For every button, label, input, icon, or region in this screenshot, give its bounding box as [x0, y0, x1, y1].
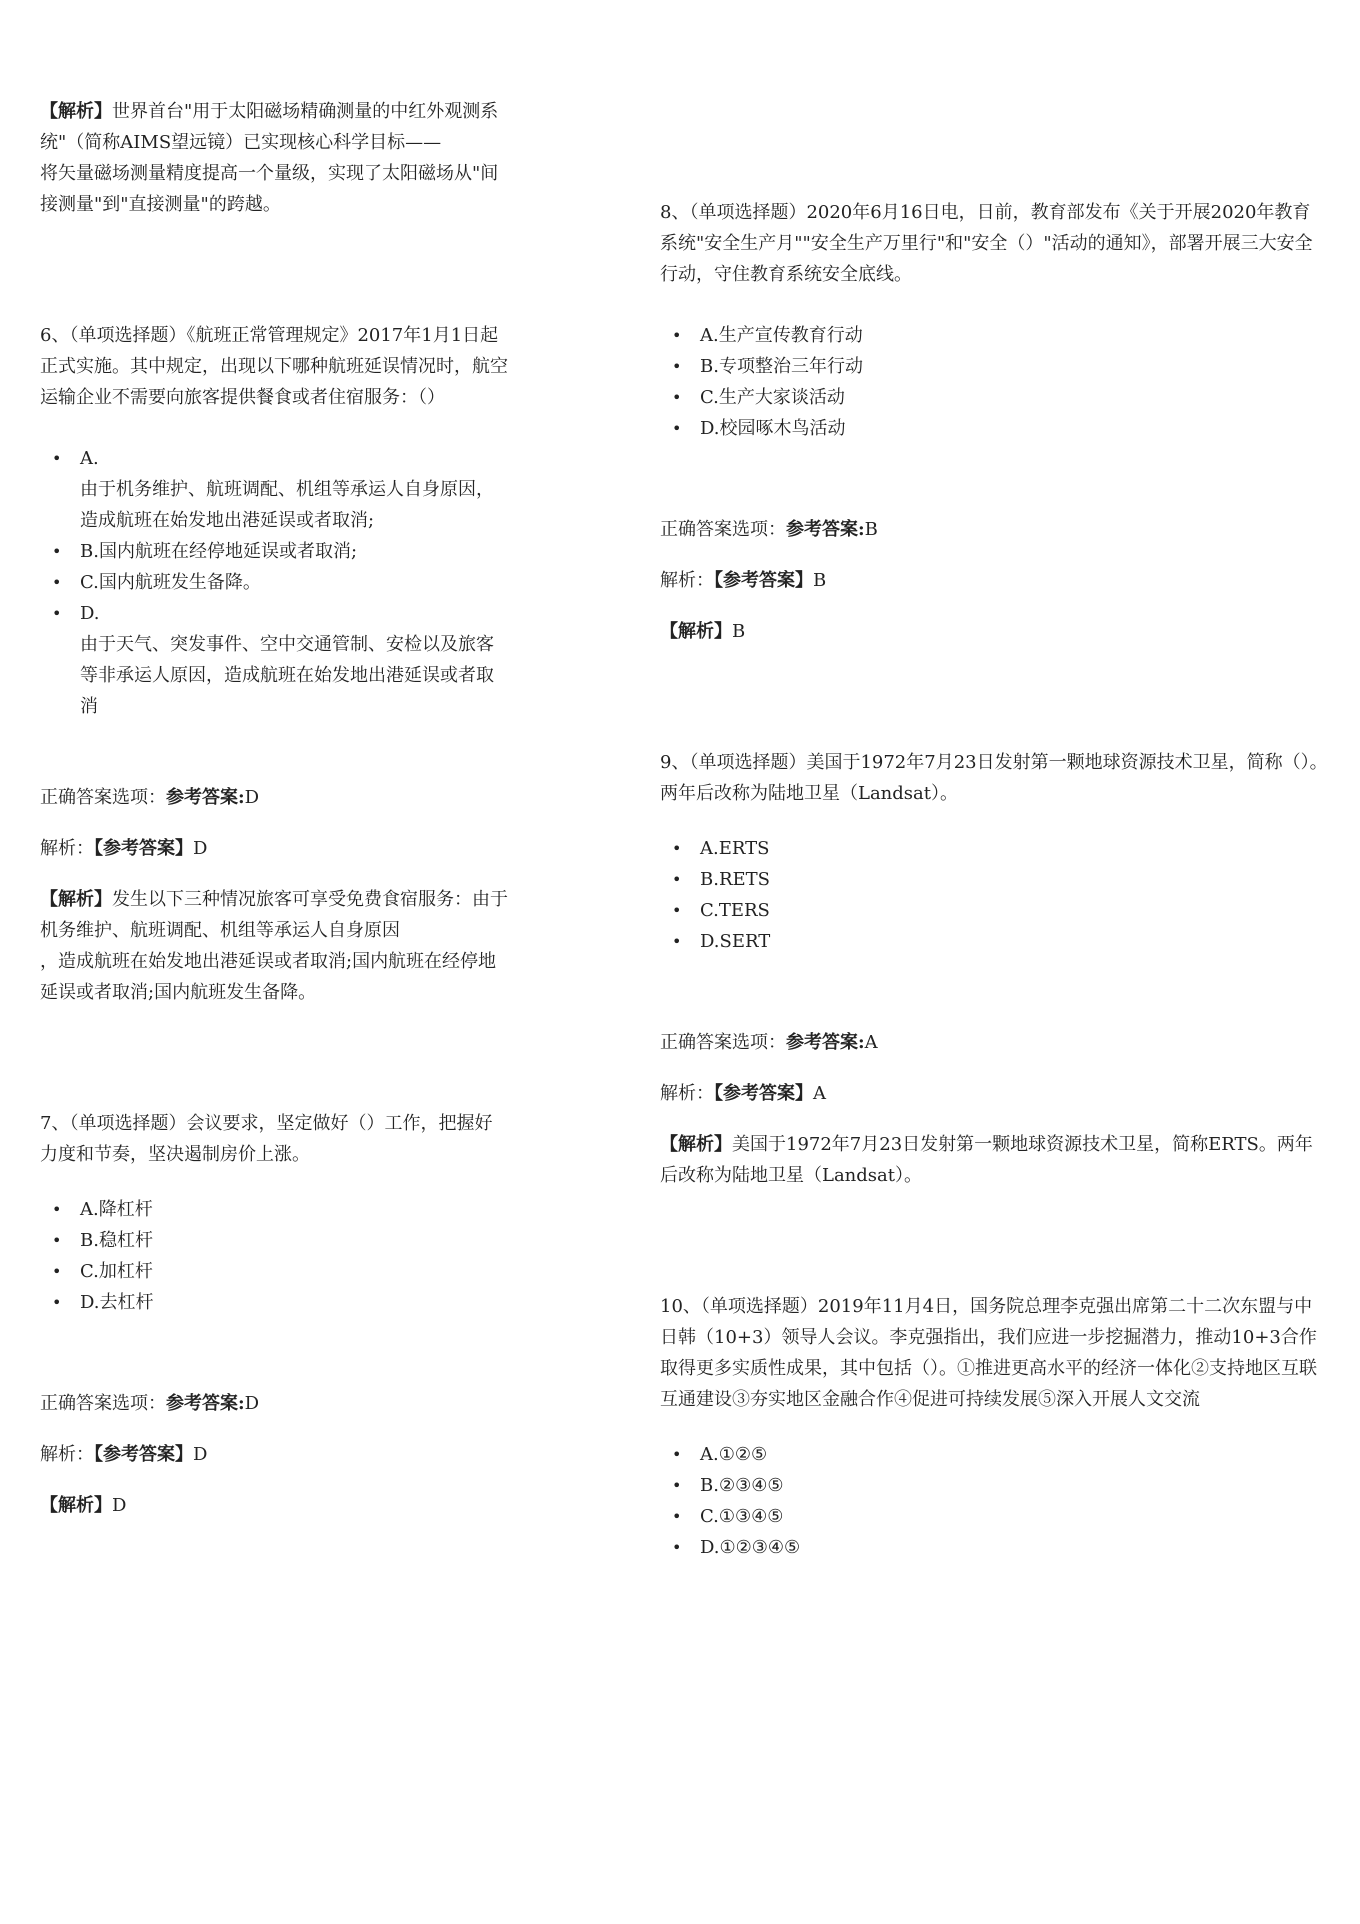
- question-8: [660, 197, 1328, 647]
- option-d: • D.①②③④⑤: [660, 1532, 1328, 1563]
- intro-line-2: 将矢量磁场测量精度提高一个量级，实现了太阳磁场从"间接测量"到"直接测量"的跨越。: [40, 163, 499, 215]
- analysis-line: 解析：【参考答案】D: [40, 1444, 208, 1465]
- option-d: • D.校园啄木鸟活动: [660, 413, 1328, 444]
- option-a: • A.生产宣传教育行动: [660, 320, 1328, 351]
- options-list: [660, 1439, 1328, 1563]
- explain-line: 【解析】D: [40, 1495, 127, 1516]
- analysis-line: 解析：【参考答案】D: [40, 838, 208, 859]
- options-list: [40, 443, 510, 722]
- option-d: • D.SERT: [660, 926, 1328, 957]
- answer-line: 正确答案选项：参考答案:B: [660, 519, 878, 540]
- explain-line-2: ，造成航班在始发地出港延误或者取消;国内航班在经停地延误或者取消;国内航班发生备降。: [40, 951, 497, 1003]
- option-c: • C.国内航班发生备降。: [40, 567, 510, 598]
- option-c: • C.①③④⑤: [660, 1501, 1328, 1532]
- left-column: [40, 96, 510, 1521]
- option-a: • A.①②⑤: [660, 1439, 1328, 1470]
- analysis-line: 解析：【参考答案】B: [660, 570, 827, 591]
- option-b: • B.稳杠杆: [40, 1225, 510, 1256]
- option-a: • A.降杠杆: [40, 1194, 510, 1225]
- option-d: • D.去杠杆: [40, 1287, 510, 1318]
- question-text: 8、（单项选择题）2020年6月16日电，日前，教育部发布《关于开展2020年教育系统"安全生产月""安全生产万里行"和"安全（）"活动的通知》，部署开展三大安全行动，守住教育系统安全底线。: [660, 202, 1313, 285]
- option-c: • C.生产大家谈活动: [660, 382, 1328, 413]
- question-text: 7、（单项选择题）会议要求，坚定做好（）工作，把握好力度和节奏，坚决遏制房价上涨。: [40, 1113, 493, 1165]
- question-10: [660, 1291, 1328, 1563]
- answer-line: 正确答案选项：参考答案:D: [40, 1393, 260, 1414]
- option-d: [40, 598, 510, 722]
- question-9: [660, 747, 1328, 1191]
- answer-line: 正确答案选项：参考答案:D: [40, 787, 260, 808]
- analysis-line: 解析：【参考答案】A: [660, 1083, 826, 1104]
- question-7: [40, 1108, 510, 1521]
- question-6: [40, 320, 510, 1008]
- explain-label: 【解析】: [40, 101, 112, 122]
- question-text: 6、（单项选择题）《航班正常管理规定》2017年1月1日起正式实施。其中规定，出现以下哪种航班延误情况时，航空运输企业不需要向旅客提供餐食或者住宿服务：（）: [40, 325, 508, 408]
- options-list: [660, 320, 1328, 444]
- question-text: 9、（单项选择题）美国于1972年7月23日发射第一颗地球资源技术卫星，简称（）。两年后改称为陆地卫星（Landsat）。: [660, 752, 1328, 804]
- intro-text-1: 世界首台"用于太阳磁场精确测量的中红外观测系统"（简称AIMS望远镜）已实现核心科学目标——: [40, 101, 499, 153]
- intro-line-1: [40, 96, 510, 158]
- option-b: • B.专项整治三年行动: [660, 351, 1328, 382]
- option-a: [40, 443, 510, 536]
- question-text: 10、（单项选择题）2019年11月4日，国务院总理李克强出席第二十二次东盟与中日韩（10+3）领导人会议。李克强指出，我们应进一步挖掘潜力，推动10+3合作取得更多实质性成果，其中包括（）。①推进更高水平的经济一体化②支持地区互联互通建设③夯实地区金融合作④促进可持续发展⑤深入开展人文交流: [660, 1296, 1317, 1410]
- explain-line: 【解析】美国于1972年7月23日发射第一颗地球资源技术卫星，简称ERTS。两年后改称为陆地卫星（Landsat）。: [660, 1134, 1313, 1186]
- option-c: • C.TERS: [660, 895, 1328, 926]
- option-text: 由于天气、突发事件、空中交通管制、安检以及旅客等非承运人原因，造成航班在始发地出港延误或者取消: [80, 634, 494, 717]
- right-column: [660, 197, 1328, 1563]
- options-list: [40, 1194, 510, 1318]
- option-c: • C.加杠杆: [40, 1256, 510, 1287]
- option-letter: A.: [80, 448, 99, 469]
- explain-line: 【解析】B: [660, 621, 746, 642]
- option-letter: D.: [80, 603, 100, 624]
- explain-line: 【解析】发生以下三种情况旅客可享受免费食宿服务：由于机务维护、航班调配、机组等承运人自身原因: [40, 889, 508, 941]
- option-b: • B.RETS: [660, 864, 1328, 895]
- option-text: 由于机务维护、航班调配、机组等承运人自身原因，造成航班在始发地出港延误或者取消;: [80, 479, 494, 531]
- options-list: [660, 833, 1328, 957]
- option-b: • B.国内航班在经停地延误或者取消;: [40, 536, 510, 567]
- option-a: • A.ERTS: [660, 833, 1328, 864]
- option-b: • B.②③④⑤: [660, 1470, 1328, 1501]
- answer-line: 正确答案选项：参考答案:A: [660, 1032, 878, 1053]
- intro-block: [40, 96, 510, 220]
